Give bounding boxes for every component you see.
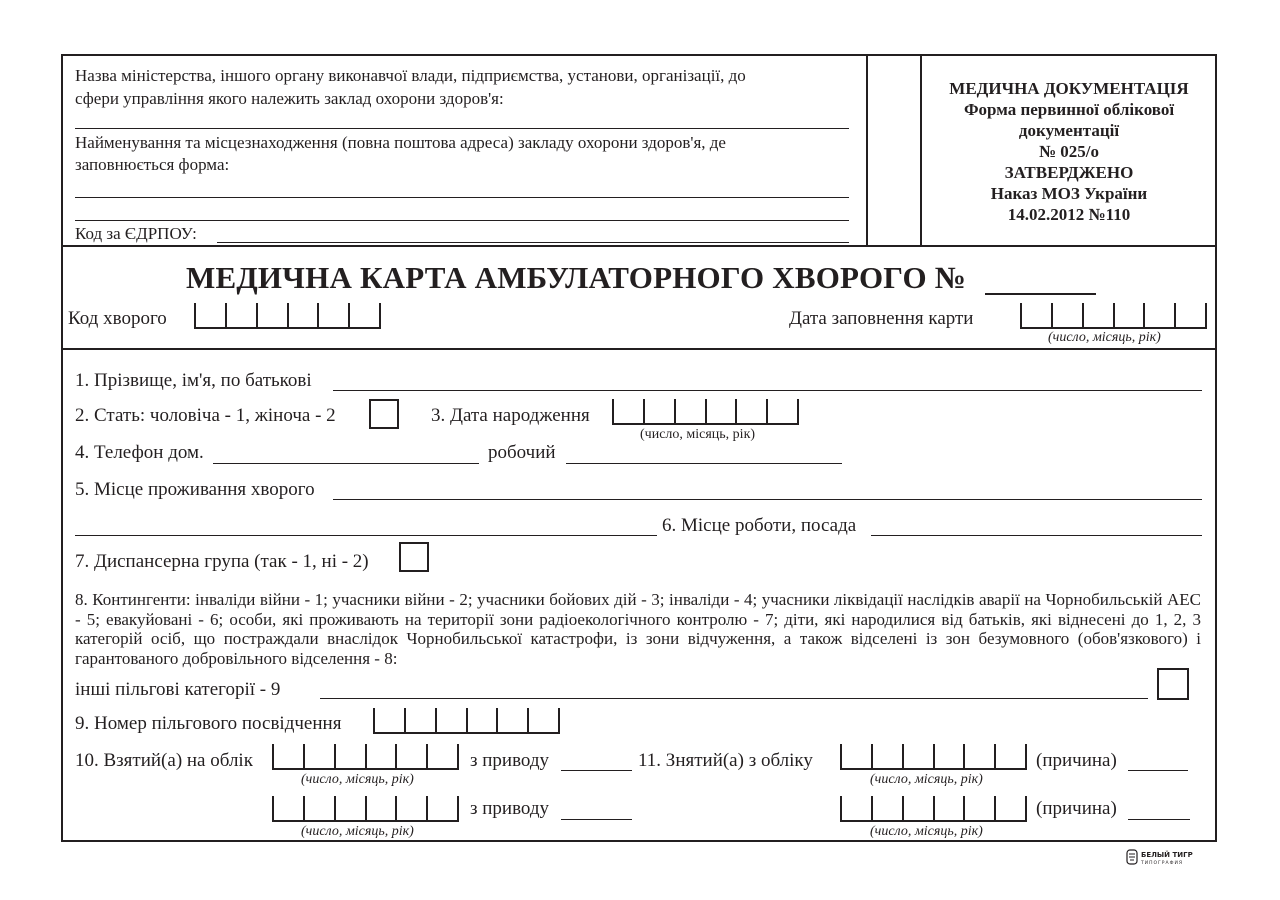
box-cell-divider [496,708,498,734]
registered-date-hint-2: (число, місяць, рік) [301,824,414,839]
birth-date-boxes[interactable] [612,399,799,425]
field-8-text: 8. Контингенти: інваліди війни - 1; учасники війни - 2; учасники бойових дій - 3; інваліди - 4; учасники ліквідації наслідків аварії на Чорнобильській АЕС - 5; евакуйовані - 6; особи, які проживають на території зони радіоекологічного контролю - 7; діти, які народилися від батьків, які віднесені до 1, 2, 3 категорій осіб, що постраждали внаслідок Чорнобильської катастрофи, із зони відчуження, а також відселені із зон безумовного (обов'язкового) і гарантованого добровільного відселення - 8: [75,590,1201,668]
ministry-input-line[interactable] [75,128,849,129]
facility-label-line2: заповнюється форма: [75,155,230,174]
logo-text: БЕЛЫЙ ТИГР [1141,851,1193,859]
fill-date-boxes[interactable] [1020,303,1207,329]
printer-logo [1126,848,1216,868]
box-cell-divider [435,708,437,734]
box-cell-divider [334,744,336,770]
certificate-number-boxes[interactable] [373,708,560,734]
box-cell-divider [527,708,529,734]
fill-date-hint: (число, місяць, рік) [1048,330,1161,345]
box-cell-divider [735,399,737,425]
box-cell-divider [902,796,904,822]
field-7-label: 7. Диспансерна група (так - 1, ні - 2) [75,551,369,572]
work-phone-input-line[interactable] [566,463,842,464]
residence-input-line-2[interactable] [75,535,657,536]
deregistered-cause-label-2: (причина) [1036,798,1117,819]
box-cell-divider [1025,744,1027,770]
box-cell-divider [1143,303,1145,329]
box-cell-divider [933,796,935,822]
registered-date-hint-1: (число, місяць, рік) [301,772,414,787]
approval-line-2: документації [1018,121,1120,140]
logo-subtext: ТИПОГРАФИЯ [1141,861,1183,866]
box-cell-divider [457,744,459,770]
fill-date-label: Дата заповнення карти [789,308,974,329]
residence-input-line-1[interactable] [333,499,1202,500]
box-cell-divider [225,303,227,329]
patient-code-label: Код хворого [68,308,167,329]
deregistered-cause-label-1: (причина) [1036,750,1117,771]
box-cell-divider [348,303,350,329]
box-cell-divider [303,744,305,770]
ministry-label-line2: сфери управління якого належить заклад охорони здоров'я: [75,89,504,108]
work-phone-label: робочий [488,442,556,463]
box-cell-divider [272,796,274,822]
box-cell-divider [612,399,614,425]
box-cell-divider [902,744,904,770]
box-cell-divider [1025,796,1027,822]
registered-reason-input-1[interactable] [561,770,632,771]
deregistered-date-hint-1: (число, місяць, рік) [870,772,983,787]
form-approval-block [922,78,1216,225]
box-cell-divider [933,744,935,770]
box-cell-divider [365,796,367,822]
box-cell-divider [303,796,305,822]
field-5-label: 5. Місце проживання хворого [75,479,315,500]
box-cell-divider [379,303,381,329]
approval-line-0: МЕДИЧНА ДОКУМЕНТАЦІЯ [949,79,1189,98]
box-cell-divider [287,303,289,329]
card-number-input-line[interactable] [985,293,1096,295]
other-categories-input-line[interactable] [320,698,1148,699]
form-title: МЕДИЧНА КАРТА АМБУЛАТОРНОГО ХВОРОГО № [186,260,967,295]
box-cell-divider [963,796,965,822]
box-cell-divider [766,399,768,425]
box-cell-divider [994,744,996,770]
registered-reason-input-2[interactable] [561,819,632,820]
birth-date-hint: (число, місяць, рік) [640,427,756,442]
box-cell-divider [797,399,799,425]
field-8-other-label: інші пільгові категорії - 9 [75,679,281,700]
box-cell-divider [963,744,965,770]
box-cell-divider [643,399,645,425]
box-cell-divider [365,744,367,770]
edrpou-input-line[interactable] [217,242,849,243]
box-cell-divider [871,744,873,770]
approval-line-3: № 025/о [1038,142,1100,161]
box-cell-divider [1051,303,1053,329]
patient-code-boxes[interactable] [194,303,381,329]
field-9-label: 9. Номер пільгового посвідчення [75,713,342,734]
header-divider [61,245,1217,247]
field-6-label: 6. Місце роботи, посада [662,515,857,536]
field-11-label: 11. Знятий(а) з обліку [638,750,813,771]
box-cell-divider [466,708,468,734]
deregistered-date-boxes-2[interactable] [840,796,1027,822]
box-cell-divider [674,399,676,425]
approval-line-6: 14.02.2012 №110 [1007,205,1131,224]
box-cell-divider [404,708,406,734]
registered-date-boxes-1[interactable] [272,744,459,770]
box-cell-divider [395,796,397,822]
approval-line-1: Форма первинної облікової [963,100,1175,119]
box-cell-divider [1205,303,1207,329]
category-checkbox[interactable] [1157,668,1189,700]
facility-label-line1: Найменування та місцезнаходження (повна поштова адреса) закладу охорони здоров'я, де [75,133,726,152]
box-cell-divider [426,744,428,770]
tiger-logo-icon [1126,848,1216,868]
deregistered-date-boxes-1[interactable] [840,744,1027,770]
box-cell-divider [317,303,319,329]
deregistered-cause-input-2[interactable] [1128,819,1190,820]
field-3-label: 3. Дата народження [431,405,590,426]
sex-checkbox[interactable] [369,399,399,429]
registered-date-boxes-2[interactable] [272,796,459,822]
box-cell-divider [373,708,375,734]
field-1-label: 1. Прізвище, ім'я, по батькові [75,370,312,391]
field-10-label: 10. Взятий(а) на облік [75,750,253,771]
registered-reason-label-1: з приводу [470,750,550,771]
box-cell-divider [1020,303,1022,329]
field-2-label: 2. Стать: чоловіча - 1, жіноча - 2 [75,405,336,426]
registered-reason-label-2: з приводу [470,798,550,819]
facility-input-line-1[interactable] [75,197,849,198]
box-cell-divider [840,796,842,822]
box-cell-divider [1174,303,1176,329]
workplace-input-line[interactable] [871,535,1202,536]
title-divider [61,348,1217,350]
box-cell-divider [1082,303,1084,329]
edrpou-label: Код за ЄДРПОУ: [75,224,197,243]
approval-line-4: ЗАТВЕРДЖЕНО [1004,163,1134,182]
field-1-input-line[interactable] [333,390,1202,391]
box-cell-divider [334,796,336,822]
box-cell-divider [840,744,842,770]
box-cell-divider [426,796,428,822]
deregistered-cause-input-1[interactable] [1128,770,1188,771]
box-cell-divider [1113,303,1115,329]
box-cell-divider [256,303,258,329]
box-cell-divider [558,708,560,734]
approval-line-5: Наказ МОЗ України [990,184,1148,203]
ministry-label-line1: Назва міністерства, іншого органу виконавчої влади, підприємства, установи, організації, до [75,66,746,85]
box-cell-divider [871,796,873,822]
facility-input-line-2[interactable] [75,220,849,221]
box-cell-divider [705,399,707,425]
box-cell-divider [395,744,397,770]
box-cell-divider [994,796,996,822]
header-vdivider-1 [866,54,868,246]
home-phone-input-line[interactable] [213,463,479,464]
dispensary-checkbox[interactable] [399,542,429,572]
box-cell-divider [457,796,459,822]
deregistered-date-hint-2: (число, місяць, рік) [870,824,983,839]
box-cell-divider [194,303,196,329]
field-4-label: 4. Телефон дом. [75,442,204,463]
box-cell-divider [272,744,274,770]
